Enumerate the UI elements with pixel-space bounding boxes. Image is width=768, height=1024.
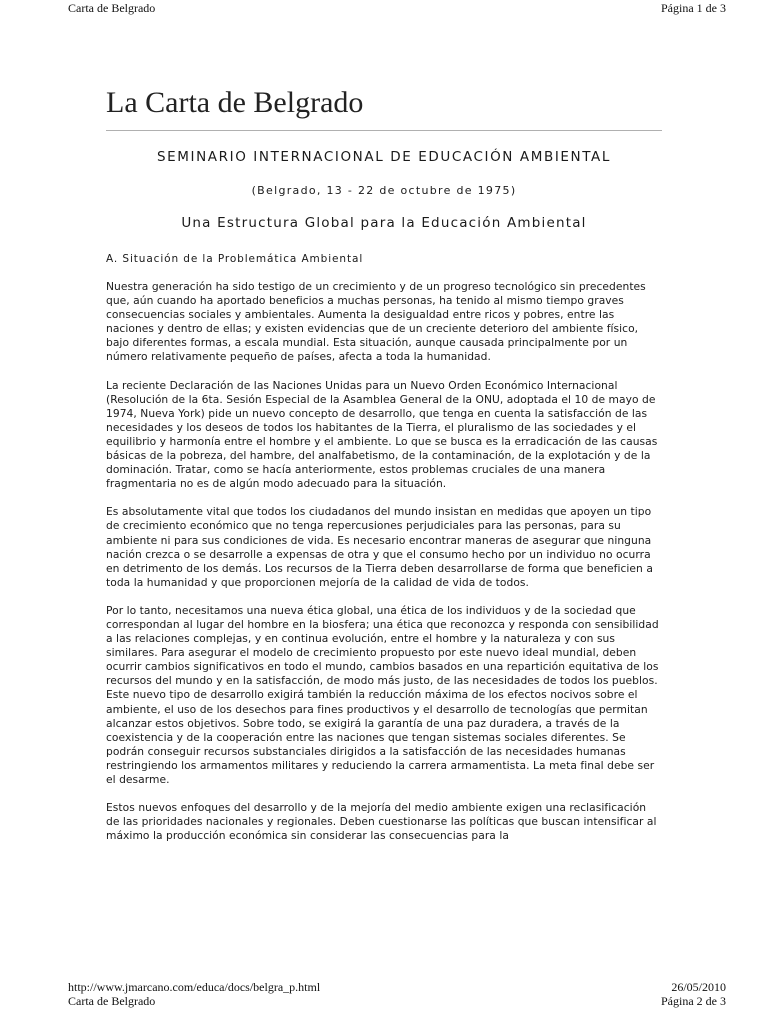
seminar-title: SEMINARIO INTERNACIONAL DE EDUCACIÓN AMBIENTAL [156, 149, 612, 165]
document-heading: Una Estructura Global para la Educación Ambiental [181, 215, 587, 231]
paragraph: Es absolutamente vital que todos los ciudadanos del mundo insistan en medidas que apoyen un tipo de crecimiento económico que no tenga repercusiones perjudiciales para las personas, para su ambiente ni para sus condiciones de vida. Es necesario encontrar maneras de asegurar que ninguna nación crezca o se desarrolle a expensas de otra y que el consumo hecho por un individuo no ocurra en detrimento de los demás. Los recursos de la Tierra deben desarrollarse de forma que beneficien a toda la humanidad y que proporcionen mejoría de la calidad de vida de todos. [106, 505, 653, 589]
footer-url: http://www.jmarcano.com/educa/docs/belgra_p.html [68, 980, 321, 994]
footer-page-number: Página 2 de 3 [661, 994, 726, 1008]
paragraph: Por lo tanto, necesitamos una nueva ética global, una ética de los individuos y de la sociedad que correspondan al lugar del hombre en la biosfera; una ética que reconozca y responda con sensibilidad a las relaciones complejas, y en continua evolución, entre el hombre y la naturaleza y con sus similares. Para asegurar el modelo de crecimiento propuesto por este nuevo ideal mundial, deben ocurrir cambios significativos en todo el mundo, cambios basados en una repartición equitativa de los recursos del mundo y en la satisfacción, de modo más justo, de las necesidades de todos los pueblos. Este nuevo tipo de desarrollo exigirá también la reducción máxima de los efectos nocivos sobre el ambiente, el uso de los desechos para fines productivos y el desarrollo de tecnologías que permitan alcanzar estos objetivos. Sobre todo, se exigirá la garantía de una paz duradera, a través de la coexistencia y de la cooperación entre las naciones que tengan sistemas sociales diferentes. Se podrán conseguir recursos substanciales dirigidos a la satisfacción de las necesidades humanas restringiendo los armamentos militares y reduciendo la carrera armamentista. La meta final debe ser el desarme. [106, 603, 659, 786]
section-heading: A. Situación de la Problemática Ambiental [106, 253, 364, 265]
document-title: La Carta de Belgrado [106, 86, 364, 119]
header-page-number: Página 1 de 3 [661, 1, 726, 15]
dateline: (Belgrado, 13 - 22 de octubre de 1975) [251, 184, 517, 197]
paragraph: La reciente Declaración de las Naciones Unidas para un Nuevo Orden Económico Internacional (Resolución de la 6ta. Sesión Especial de la Asamblea General de la ONU, adoptada el 10 de mayo de 1974, Nueva York) pide un nuevo concepto de desarrollo, que tenga en cuenta la satisfacción de las necesidades y los deseos de todos los habitantes de la Tierra, el pluralismo de las sociedades y el equilibrio y harmonía entre el hombre y el ambiente. Lo que se busca es la erradicación de las causas básicas de la pobreza, del hambre, del analfabetismo, de la contaminación, de la explotación y de la dominación. Tratar, como se hacía anteriormente, estos problemas cruciales de una manera fragmentaria no es de algún modo adecuado para la situación. [106, 378, 658, 491]
header-doc-name: Carta de Belgrado [68, 1, 156, 15]
body-text [106, 280, 662, 857]
page-header [68, 1, 726, 15]
title-divider [106, 130, 662, 131]
paragraph: Estos nuevos enfoques del desarrollo y de la mejoría del medio ambiente exigen una reclasificación de las prioridades nacionales y regionales. Deben cuestionarse las políticas que buscan intensificar al máximo la producción económica sin considerar las consecuencias para la [106, 801, 657, 843]
page-footer [68, 980, 726, 1008]
paragraph: Nuestra generación ha sido testigo de un crecimiento y de un progreso tecnológico sin precedentes que, aún cuando ha aportado beneficios a muchas personas, ha tenido al mismo tiempo graves consecuencias sociales y ambientales. Aumenta la desigualdad entre ricos y pobres, entre las naciones y dentro de ellas; y existen evidencias que de un creciente deterioro del ambiente físico, bajo diferentes formas, a escala mundial. Esta situación, aunque causada principalmente por un número relativamente pequeño de países, afecta a toda la humanidad. [106, 280, 646, 364]
footer-doc-name: Carta de Belgrado [68, 994, 156, 1008]
footer-date: 26/05/2010 [671, 980, 726, 994]
